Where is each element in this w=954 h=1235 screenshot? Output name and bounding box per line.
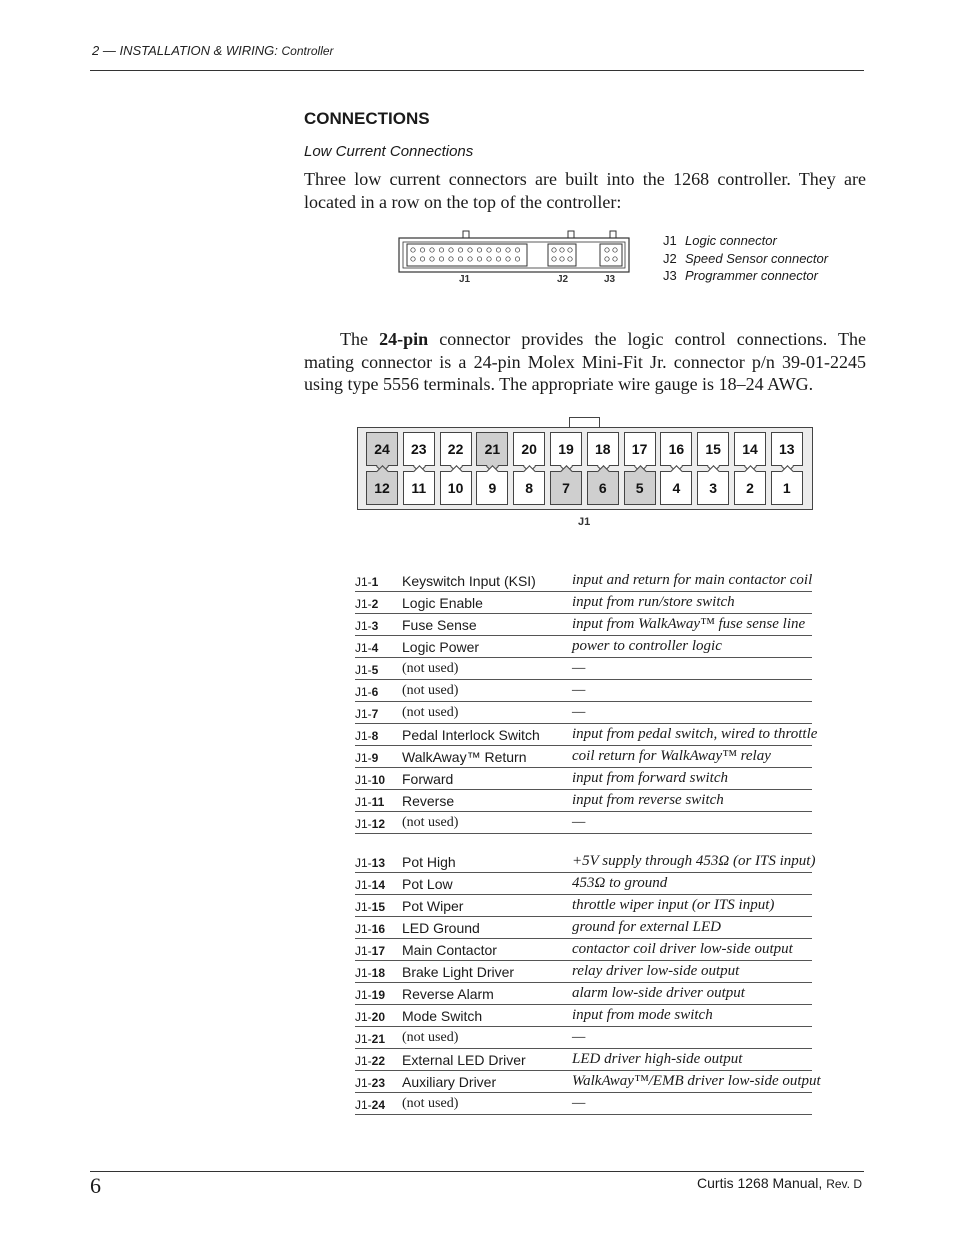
pin-description: input from reverse switch (572, 792, 724, 808)
pin-id (355, 856, 385, 870)
pin-name: (not used) (402, 661, 459, 676)
connector-pin: 14 (734, 432, 766, 466)
pin-number: 19 (371, 988, 386, 1002)
pin-name: Pot Low (402, 876, 453, 892)
legend-id: J1 (663, 233, 677, 248)
pin-number: 7 (371, 707, 379, 721)
pin-id (355, 641, 378, 655)
pin-name: Fuse Sense (402, 617, 477, 633)
pin-description: power to controller logic (572, 638, 722, 654)
pin-id (355, 751, 378, 765)
pin-description: input from mode switch (572, 1007, 713, 1023)
pin-prefix: J1- (355, 878, 372, 892)
pin-number: 3 (371, 619, 379, 633)
pin-id (355, 729, 378, 743)
table-row (355, 851, 816, 873)
connector-pin: 23 (403, 432, 435, 466)
pin-name: Pot Wiper (402, 898, 464, 914)
pin-number: 13 (371, 856, 386, 870)
connector-pin: 2 (734, 471, 766, 505)
pin-name: Main Contactor (402, 942, 497, 958)
pin-id (355, 1098, 385, 1112)
connector-pin: 20 (513, 432, 545, 466)
pin-prefix: J1- (355, 988, 372, 1002)
table-row (355, 939, 812, 961)
connector-paragraph (304, 328, 866, 396)
pin-name: Logic Enable (402, 595, 483, 611)
pin-description: WalkAway™/EMB driver low-side output (572, 1073, 821, 1089)
pin-prefix: J1- (355, 817, 372, 831)
pin-id (355, 795, 384, 809)
pin-name: Reverse Alarm (402, 986, 494, 1002)
connector-pin: 21 (476, 432, 508, 466)
pin-description: — (572, 660, 586, 676)
pin-description: coil return for WalkAway™ relay (572, 748, 771, 764)
pin-id (355, 575, 378, 589)
j1-connector (357, 417, 813, 510)
pin-prefix: J1- (355, 619, 372, 633)
table-row (355, 790, 812, 812)
pin-name: (not used) (402, 1096, 459, 1111)
pin-id (355, 1032, 385, 1046)
pin-number: 10 (371, 773, 386, 787)
pin-name: Brake Light Driver (402, 964, 515, 980)
pin-grid (357, 427, 813, 510)
table-row (355, 592, 812, 614)
pin-id (355, 685, 378, 699)
pin-description: contactor coil driver low-side output (572, 941, 793, 957)
pin-id (355, 878, 385, 892)
pin-number: 12 (371, 817, 386, 831)
pin-prefix: J1- (355, 922, 372, 936)
connector-pin: 17 (624, 432, 656, 466)
table-row (355, 614, 812, 636)
pin-number: 16 (371, 922, 386, 936)
pin-prefix: J1- (355, 707, 372, 721)
connector-pin: 3 (697, 471, 729, 505)
pin-number: 4 (371, 641, 379, 655)
pin-prefix: J1- (355, 773, 372, 787)
connector-pin: 5 (624, 471, 656, 505)
table-row (355, 983, 812, 1005)
pin-prefix: J1- (355, 1098, 372, 1112)
pin-description: throttle wiper input (or ITS input) (572, 897, 775, 913)
pin-name: Reverse (402, 793, 455, 809)
pin-description: input from run/store switch (572, 594, 735, 610)
pin-number: 8 (371, 729, 379, 743)
connector-overview-diagram (398, 230, 632, 290)
pin-name: Pot High (402, 854, 456, 870)
pin-description: input from pedal switch, wired to throttle (572, 726, 818, 742)
pin-description: relay driver low-side output (572, 963, 740, 979)
connector-pin: 18 (587, 432, 619, 466)
para-text-before: The (340, 329, 380, 349)
pin-number: 5 (371, 663, 379, 677)
pin-name: (not used) (402, 1030, 459, 1045)
section-heading: CONNECTIONS (304, 109, 430, 128)
pin-prefix: J1- (355, 966, 372, 980)
table-row (355, 873, 812, 895)
connector-pin: 1 (771, 471, 803, 505)
pin-description: input from forward switch (572, 770, 728, 786)
connector-pin: 6 (587, 471, 619, 505)
pin-name: Auxiliary Driver (402, 1074, 497, 1090)
page-number: 6 (90, 1173, 101, 1198)
pin-name: WalkAway™ Return (402, 749, 527, 765)
pin-number: 20 (371, 1010, 386, 1024)
connector-pin: 4 (660, 471, 692, 505)
pin-number: 22 (371, 1054, 386, 1068)
legend-text: Logic connector (685, 233, 777, 248)
connector-overview-svg (398, 230, 632, 290)
table-row (355, 570, 812, 592)
pin-prefix: J1- (355, 1010, 372, 1024)
table-row (355, 724, 818, 746)
legend-text: Programmer connector (685, 268, 818, 283)
pin-prefix: J1- (355, 1032, 372, 1046)
pin-description: LED driver high-side output (572, 1051, 743, 1067)
pin-number: 11 (371, 795, 385, 809)
pin-id (355, 900, 385, 914)
pin-id (355, 1010, 385, 1024)
pin-number: 17 (371, 944, 386, 958)
table-row (355, 746, 812, 768)
connector-pin: 19 (550, 432, 582, 466)
pin-prefix: J1- (355, 900, 372, 914)
table-row (355, 917, 812, 939)
header-section: 2 — INSTALLATION & WIRING: (92, 43, 278, 58)
pin-prefix: J1- (355, 685, 372, 699)
pin-description: 453Ω to ground (572, 875, 668, 891)
table-row (355, 1093, 812, 1115)
pin-description: input from WalkAway™ fuse sense line (572, 616, 806, 632)
pin-name: Logic Power (402, 639, 480, 655)
pin-description: +5V supply through 453Ω (or ITS input) (572, 853, 816, 869)
table-row (355, 1005, 812, 1027)
connector-pin: 24 (366, 432, 398, 466)
pin-description: — (572, 1029, 586, 1045)
pin-number: 1 (371, 575, 379, 589)
legend-id: J3 (663, 268, 677, 283)
table-row (355, 895, 812, 917)
connector-pin: 10 (440, 471, 472, 505)
legend-j1 (663, 233, 777, 248)
footer-rule (90, 1171, 864, 1172)
table-row (355, 702, 812, 724)
running-header (92, 43, 334, 58)
legend-j2 (663, 251, 828, 266)
pin-number: 23 (371, 1076, 386, 1090)
pin-description: input and return for main contactor coil (572, 572, 813, 588)
footer-title (697, 1175, 862, 1191)
pin-description: alarm low-side driver output (572, 985, 745, 1001)
pin-name: Forward (402, 771, 454, 787)
pin-number: 6 (371, 685, 379, 699)
pin-prefix: J1- (355, 751, 372, 765)
table-row (355, 658, 812, 680)
table-row (355, 1071, 821, 1093)
table-row (355, 961, 812, 983)
table-row (355, 1027, 812, 1049)
connector-label: J1 (578, 516, 591, 528)
overview-label-j2: J2 (557, 274, 569, 285)
pin-prefix: J1- (355, 1076, 372, 1090)
overview-label-j3: J3 (604, 274, 616, 285)
connector-pin: 7 (550, 471, 582, 505)
pin-number: 24 (371, 1098, 386, 1112)
para-bold: 24-pin (379, 329, 429, 349)
connector-pin: 13 (771, 432, 803, 466)
pin-name: (not used) (402, 815, 459, 830)
legend-id: J2 (663, 251, 677, 266)
pin-id (355, 663, 378, 677)
table-row (355, 636, 812, 658)
pin-number: 9 (371, 751, 379, 765)
pin-description: — (572, 1095, 586, 1111)
pin-prefix: J1- (355, 641, 372, 655)
connector-pin: 22 (440, 432, 472, 466)
pin-name: External LED Driver (402, 1052, 526, 1068)
header-subsection: Controller (281, 44, 334, 58)
pin-name: Pedal Interlock Switch (402, 727, 540, 743)
connector-pin: 9 (476, 471, 508, 505)
legend-j3 (663, 268, 818, 283)
pin-id (355, 944, 385, 958)
pin-description: — (572, 814, 586, 830)
pin-description: — (572, 704, 586, 720)
pin-id (355, 922, 385, 936)
connector-pin: 15 (697, 432, 729, 466)
pin-prefix: J1- (355, 795, 372, 809)
pin-name: Keyswitch Input (KSI) (402, 573, 536, 589)
pin-description: — (572, 682, 586, 698)
pin-name: Mode Switch (402, 1008, 483, 1024)
connector-pin: 8 (513, 471, 545, 505)
pin-prefix: J1- (355, 597, 372, 611)
pin-prefix: J1- (355, 729, 372, 743)
subsection-heading: Low Current Connections (304, 143, 474, 160)
pin-name: (not used) (402, 705, 459, 720)
pin-id (355, 707, 378, 721)
pin-number: 18 (371, 966, 386, 980)
pin-number: 15 (371, 900, 386, 914)
legend-text: Speed Sensor connector (685, 251, 829, 266)
para-text-after: connector provides the logic control connections. The mating connector is a 24-pin Molex Mini-Fit Jr. connector p/n 39-01-2245 using type 5556 terminals. The appropriate wire gauge is 18–24 AWG. (304, 329, 866, 394)
connector-pin: 11 (403, 471, 435, 505)
pin-id (355, 619, 378, 633)
table-row (355, 1049, 812, 1071)
intro-paragraph: Three low current connectors are built into the 1268 controller. They are located in a row on the top of the controller: (304, 169, 866, 212)
connector-pin: 12 (366, 471, 398, 505)
pin-id (355, 988, 385, 1002)
pin-id (355, 817, 385, 831)
overview-label-j1: J1 (459, 274, 471, 285)
table-row (355, 768, 812, 790)
pin-name: LED Ground (402, 920, 480, 936)
pin-name: (not used) (402, 683, 459, 698)
pin-id (355, 1076, 385, 1090)
table-row (355, 812, 812, 834)
connector-pin: 16 (660, 432, 692, 466)
pin-id (355, 966, 385, 980)
pin-id (355, 597, 378, 611)
pin-prefix: J1- (355, 944, 372, 958)
manual-title: Curtis 1268 Manual, (697, 1175, 823, 1191)
pin-prefix: J1- (355, 856, 372, 870)
pin-description: ground for external LED (572, 919, 722, 935)
pin-id (355, 773, 385, 787)
pin-prefix: J1- (355, 663, 372, 677)
revision: Rev. D (826, 1177, 862, 1191)
pin-prefix: J1- (355, 575, 372, 589)
pin-number: 14 (371, 878, 386, 892)
pin-number: 2 (371, 597, 379, 611)
pin-prefix: J1- (355, 1054, 372, 1068)
table-row (355, 680, 812, 702)
pin-number: 21 (371, 1032, 386, 1046)
header-rule (90, 70, 864, 71)
pin-id (355, 1054, 385, 1068)
